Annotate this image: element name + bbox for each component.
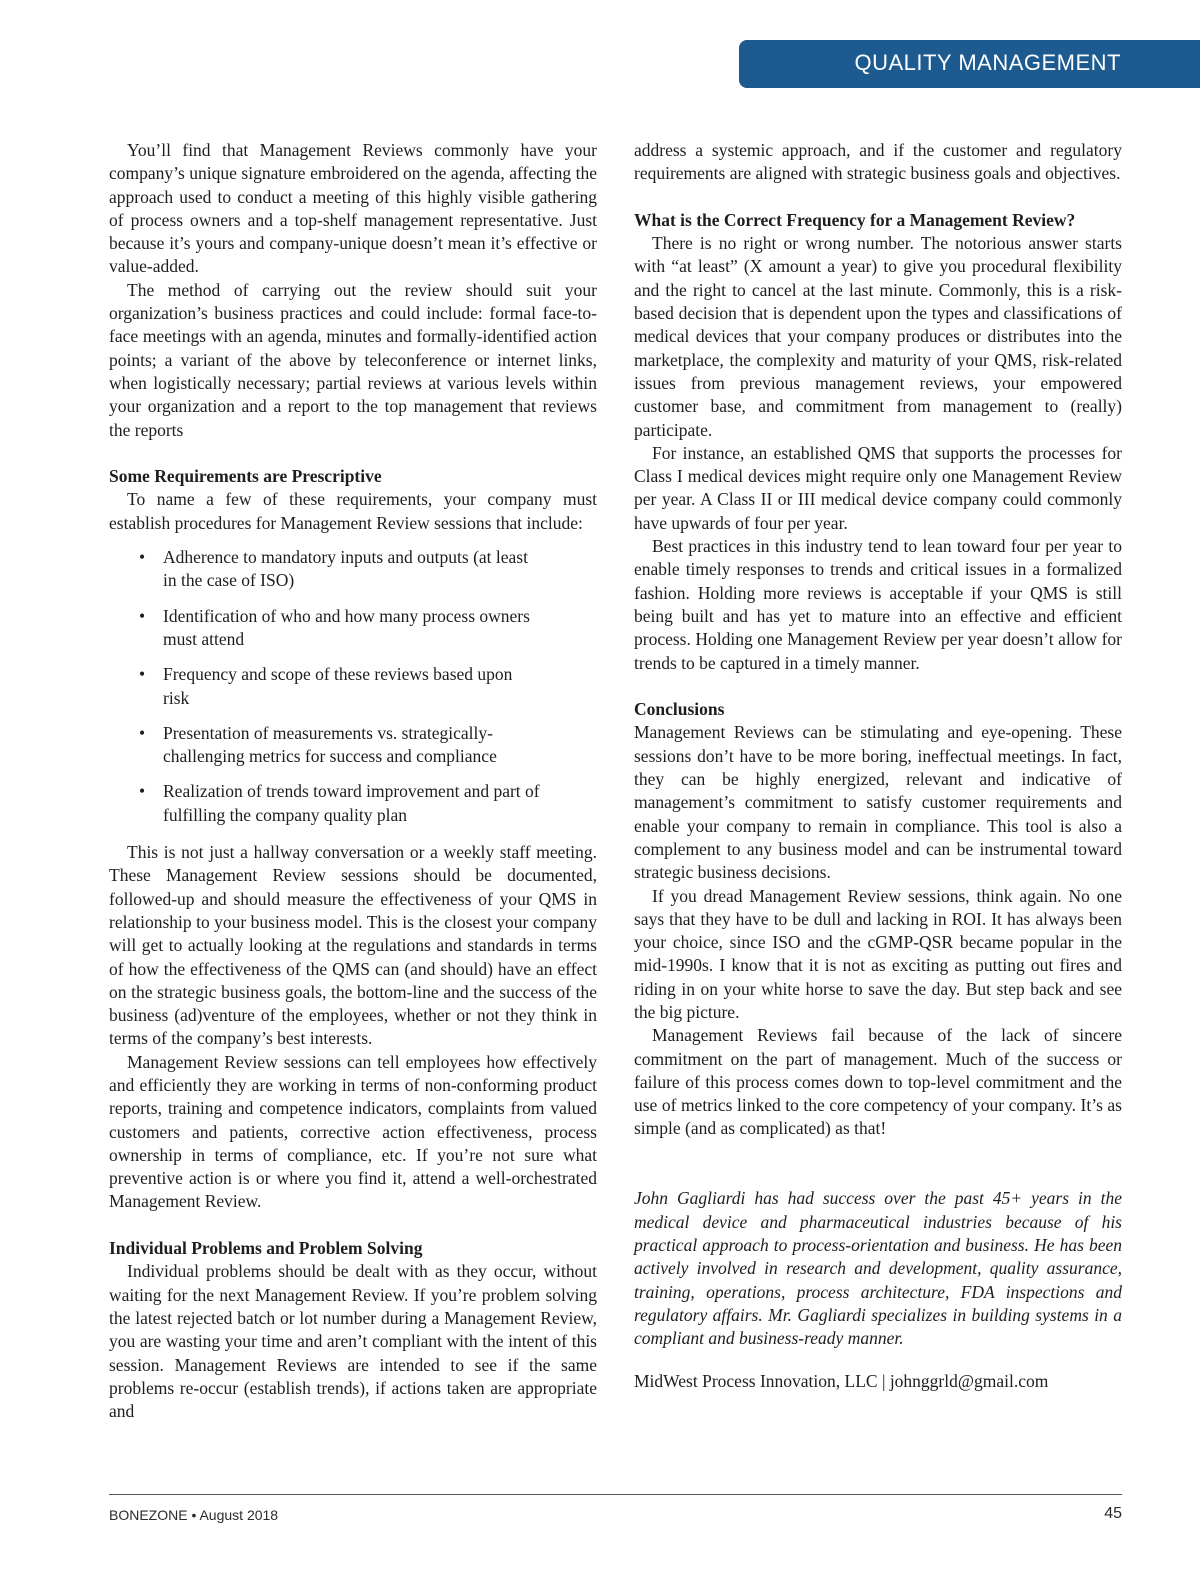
page-number: 45: [1104, 1505, 1122, 1522]
right-column: [634, 139, 1122, 1394]
subheading-frequency: What is the Correct Frequency for a Management Review?: [634, 209, 1076, 230]
paragraph: Management Reviews fail because of the lack of sincere commitment on the part of management. Much of the success or failure of this process comes down to top-level commitment and the use of metrics linked to the core competency of your company. It’s as simple (and as complicated) as that!: [634, 1025, 1122, 1139]
list-item: • Identification of who and how many process owners must attend: [109, 605, 543, 652]
paragraph: You’ll find that Management Reviews commonly have your company’s unique signature embroidered on the agenda, affecting the approach used to conduct a meeting of this highly visible gathering of process owners and a top-shelf management representative. Just because it’s yours and company-unique doesn’t mean it’s effective or value-added.: [109, 140, 597, 277]
paragraph: The method of carrying out the review should suit your organization’s business practices and could include: formal face-to-face meetings with an agenda, minutes and formally-identified action points; a variant of the above by teleconference or internet links, when logistically necessary; partial reviews at various levels within your organization and a report to the top management that reviews the reports: [109, 279, 597, 440]
list-item: • Realization of trends toward improvement and part of fulfilling the company quality plan: [109, 780, 543, 827]
paragraph: This is not just a hallway conversation or a weekly staff meeting. These Management Review sessions should be documented, followed-up and should measure the effectiveness of your QMS in relationship to your business model. This is the closest your company will get to actually looking at the regulations and standards in terms of how the effectiveness of the QMS can (and should) have an effect on the strategic business goals, the bottom-line and the success of the business (ad)venture of the employees, whether or not they think in terms of the company’s best interests.: [109, 842, 597, 1049]
author-bio: John Gagliardi has had success over the past 45+ years in the medical device and pharmaceutical industries because of his practical approach to process-orientation and business. He has been actively involved in research and development, quality assurance, training, operations, process architecture, FDA inspections and regulatory affairs. Mr. Gagliardi specializes in building systems in a compliant and business-ready manner.: [634, 1188, 1122, 1349]
footer-publication: BONEZONE • August 2018: [109, 1507, 279, 1523]
footer-divider: [109, 1494, 1122, 1495]
list-item: • Presentation of measurements vs. strategically-challenging metrics for success and compliance: [109, 722, 543, 769]
paragraph: If you dread Management Review sessions, think again. No one says that they have to be dull and lacking in ROI. It has always been your choice, since ISO and the cGMP-QSR became popular in the mid-1990s. I know that it is not as exciting as putting out fires and riding in on your white horse to save the day. But step back and see the big picture.: [634, 885, 1122, 1022]
paragraph: Best practices in this industry tend to lean toward four per year to enable timely responses to trends and critical issues in a formalized fashion. Holding more reviews is acceptable if your QMS is still being built and has yet to mature into an effective and efficient process. Holding one Management Review per year doesn’t allow for trends to be captured in a timely manner.: [634, 536, 1122, 673]
paragraph: For instance, an established QMS that supports the processes for Class I medical devices might require only one Management Review per year. A Class II or III medical device company could commonly have upwards of four per year.: [634, 442, 1122, 533]
paragraph: Management Reviews can be stimulating and eye-opening. These sessions don’t have to be more boring, ineffectual meetings. In fact, they can be highly energized, relevant and indicative of management’s commitment to satisfy customer requirements and enable your company to remain in compliance. This tool is also a complement to any business model and can be instrumental toward strategic business decisions.: [634, 722, 1122, 883]
subheading-individual-problems: Individual Problems and Problem Solving: [109, 1238, 423, 1259]
subheading-conclusions: Conclusions: [634, 699, 725, 720]
paragraph: address a systemic approach, and if the customer and regulatory requirements are aligned with strategic business goals and objectives.: [634, 140, 1122, 184]
paragraph: There is no right or wrong number. The notorious answer starts with “at least” (X amount a year) to give you procedural flexibility and the right to cancel at the last minute. Commonly, this is a risk-based decision that is dependent upon the types and classifications of medical devices that your company produces or distributes into the marketplace, the complexity and maturity of your QMS, risk-related issues from previous management reviews, your empowered customer base, and commitment from management to (really) participate.: [634, 233, 1122, 440]
author-contact: MidWest Process Innovation, LLC | johnggrld@gmail.com: [634, 1371, 1049, 1392]
list-item: • Frequency and scope of these reviews based upon risk: [109, 663, 543, 710]
paragraph: To name a few of these requirements, your company must establish procedures for Management Review sessions that include:: [109, 489, 597, 533]
paragraph: Management Review sessions can tell employees how effectively and efficiently they are working in terms of non-conforming product reports, training and competence indicators, complaints from valued customers and patients, corrective action effectiveness, process ownership in terms of compliance, etc. If you’re not sure what preventive action is or where you find it, attend a well-orchestrated Management Review.: [109, 1051, 597, 1212]
requirements-list: [109, 546, 597, 827]
section-header-tab: [739, 40, 1200, 88]
paragraph: Individual problems should be dealt with as they occur, without waiting for the next Management Review. If you’re problem solving the latest rejected batch or lot number during a Management Review, you are wasting your time and aren’t compliant with the intent of this session. Management Reviews are intended to see if the same problems re-occur (establish trends), if actions taken are appropriate and: [109, 1261, 597, 1422]
list-item: • Adherence to mandatory inputs and outputs (at least in the case of ISO): [109, 546, 543, 593]
left-column: [109, 139, 597, 1423]
subheading-prescriptive: Some Requirements are Prescriptive: [109, 466, 382, 487]
section-title: QUALITY MANAGEMENT: [854, 50, 1121, 75]
